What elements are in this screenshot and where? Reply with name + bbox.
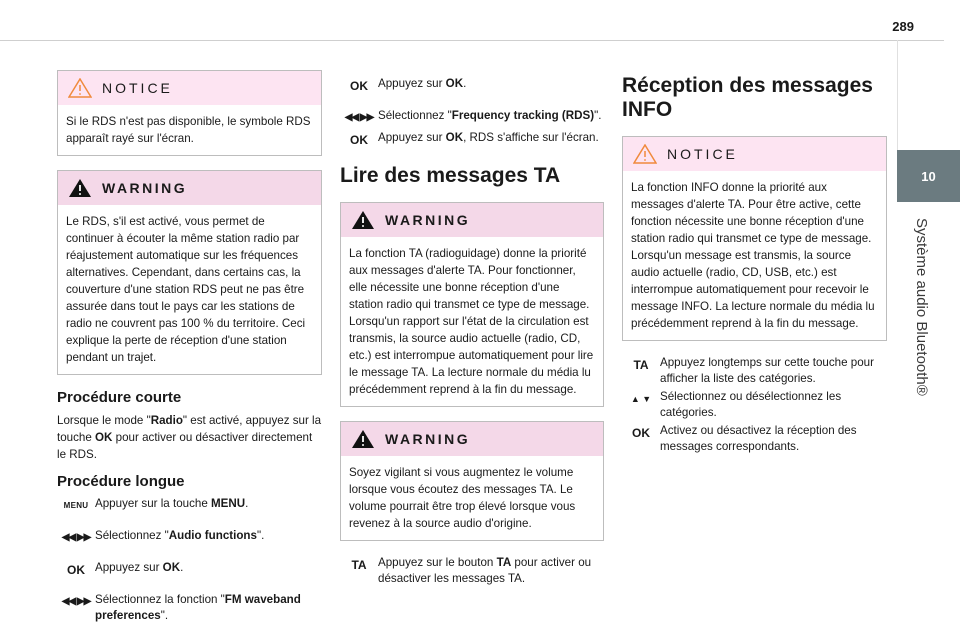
warning-title: WARNING (385, 212, 471, 228)
warning-title: WARNING (385, 431, 471, 447)
step-select-audio (57, 528, 322, 548)
notice-title: NOTICE (102, 80, 173, 96)
left-right-arrows-icon: ◀◀ ▶▶ (61, 596, 91, 607)
step-text: Sélectionnez ou désélectionnez les catégories. (660, 390, 842, 419)
step-text: Sélectionnez "Audio functions". (95, 529, 265, 542)
step-menu (57, 496, 322, 516)
side-divider (897, 40, 898, 150)
step-text: Activez ou désactivez la réception des messages correspondants. (660, 424, 857, 453)
step-ok-rds (340, 130, 604, 150)
notice-text: La fonction INFO donne la priorité aux messages d'alerte TA. Pour être active, cette fonction nécessite une bonne réception d'une station radio qui transmet ce type de message. Lorsqu'un message est transmis, la source audio actuelle (radio, CD, USB, etc.) est interrompue automatiquement pour recevoir le message INFO. La lecture normale du média lu précédemment reprend à la fin du message. (631, 181, 875, 330)
long-procedure-heading: Procédure longue (57, 473, 185, 490)
short-procedure-text: Lorsque le mode "Radio" est activé, appuyez sur la touche OK pour activer ou désactiver directement le RDS. (57, 414, 322, 461)
menu-button-icon: MENU (63, 501, 89, 510)
page-number: 289 (892, 19, 914, 34)
step-ok (57, 560, 322, 580)
column-left (57, 70, 322, 636)
step-text: Appuyer sur la touche MENU. (95, 497, 249, 510)
ta-button-icon: TA (633, 358, 649, 372)
notice-text: Si le RDS n'est pas disponible, le symbole RDS apparaît rayé sur l'écran. (66, 115, 311, 145)
warning-triangle-icon (68, 78, 92, 98)
warning-title: WARNING (102, 180, 188, 196)
column-right (622, 74, 887, 467)
notice-title: NOTICE (667, 146, 738, 162)
header-divider (0, 40, 944, 41)
notice-box (57, 70, 322, 156)
notice-box (622, 136, 887, 341)
step-text: Appuyez sur OK. (378, 77, 467, 90)
step-text: Sélectionnez "Frequency tracking (RDS)". (378, 109, 602, 122)
warning-text: Soyez vigilant si vous augmentez le volume lorsque vous écoutez des messages TA. Le volume pourrait être trop élevé lorsque vous revenez à la source audio d'origine. (349, 466, 576, 530)
step-text: Sélectionnez la fonction "FM waveband preferences". (95, 593, 301, 622)
step-text: Appuyez longtemps sur cette touche pour afficher la liste des catégories. (660, 356, 874, 385)
warning-text: Le RDS, s'il est activé, vous permet de continuer à écouter la même station radio par réajustement automatique sur les fréquences alternatives. Cependant, dans certains cas, la couverture d'une station RDS peut ne pas être assurée dans tout le pays car les stations de radio ne couvrent pas 100 % du territoire. Ceci explique la perte de réception d'une station pendant un trajet. (66, 215, 306, 364)
warning-triangle-icon (351, 210, 375, 230)
step-ta-long (622, 355, 887, 387)
ok-button-icon: OK (67, 563, 85, 577)
warning-triangle-icon (68, 178, 92, 198)
warning-box (57, 170, 322, 375)
notice-header (623, 137, 886, 171)
step-select-rds (340, 108, 604, 128)
warning-triangle-icon (633, 144, 657, 164)
ok-button-icon: OK (350, 79, 368, 93)
column-middle (340, 76, 604, 599)
ta-button-icon: TA (351, 558, 367, 572)
step-text: Appuyez sur OK. (95, 561, 184, 574)
step-text: Appuyez sur le bouton TA pour activer ou désactiver les messages TA. (378, 556, 592, 585)
warning-header (341, 203, 603, 237)
left-right-arrows-icon: ◀◀ ▶▶ (61, 532, 91, 543)
step-text: Appuyez sur OK, RDS s'affiche sur l'écran. (378, 131, 599, 144)
ta-section-heading: Lire des messages TA (340, 164, 561, 187)
warning-header (58, 171, 321, 205)
ok-button-icon: OK (350, 133, 368, 147)
step-ok (340, 76, 604, 96)
step-select-categories (622, 389, 887, 421)
warning-text: La fonction TA (radioguidage) donne la priorité aux messages d'alerte TA. Pour fonctionner, elle nécessite une bonne réception d'une station radio qui transmet ce type de message. Lorsqu'un rapport sur l'état de la circulation est transmis, la source audio actuelle (radio, CD, etc.) est interrompue automatiquement pour lire le message TA. La lecture normale du média lu précédemment reprend à la fin du message. (349, 247, 594, 396)
notice-header (58, 71, 321, 105)
ok-button-icon: OK (632, 426, 650, 440)
warning-triangle-icon (351, 429, 375, 449)
info-section-heading: Réception des messages INFO (622, 74, 873, 121)
chapter-title: Système audio Bluetooth® (913, 218, 930, 396)
step-ta (340, 555, 604, 587)
step-select-fm (57, 592, 322, 624)
left-right-arrows-icon: ◀◀ ▶▶ (344, 112, 374, 123)
warning-header (341, 422, 603, 456)
short-procedure-heading: Procédure courte (57, 389, 182, 406)
warning-box (340, 202, 604, 407)
chapter-tab: 10 (897, 150, 960, 202)
warning-box (340, 421, 604, 541)
up-down-arrows-icon: ▲ ▼ (630, 394, 652, 404)
step-ok-info (622, 423, 887, 455)
